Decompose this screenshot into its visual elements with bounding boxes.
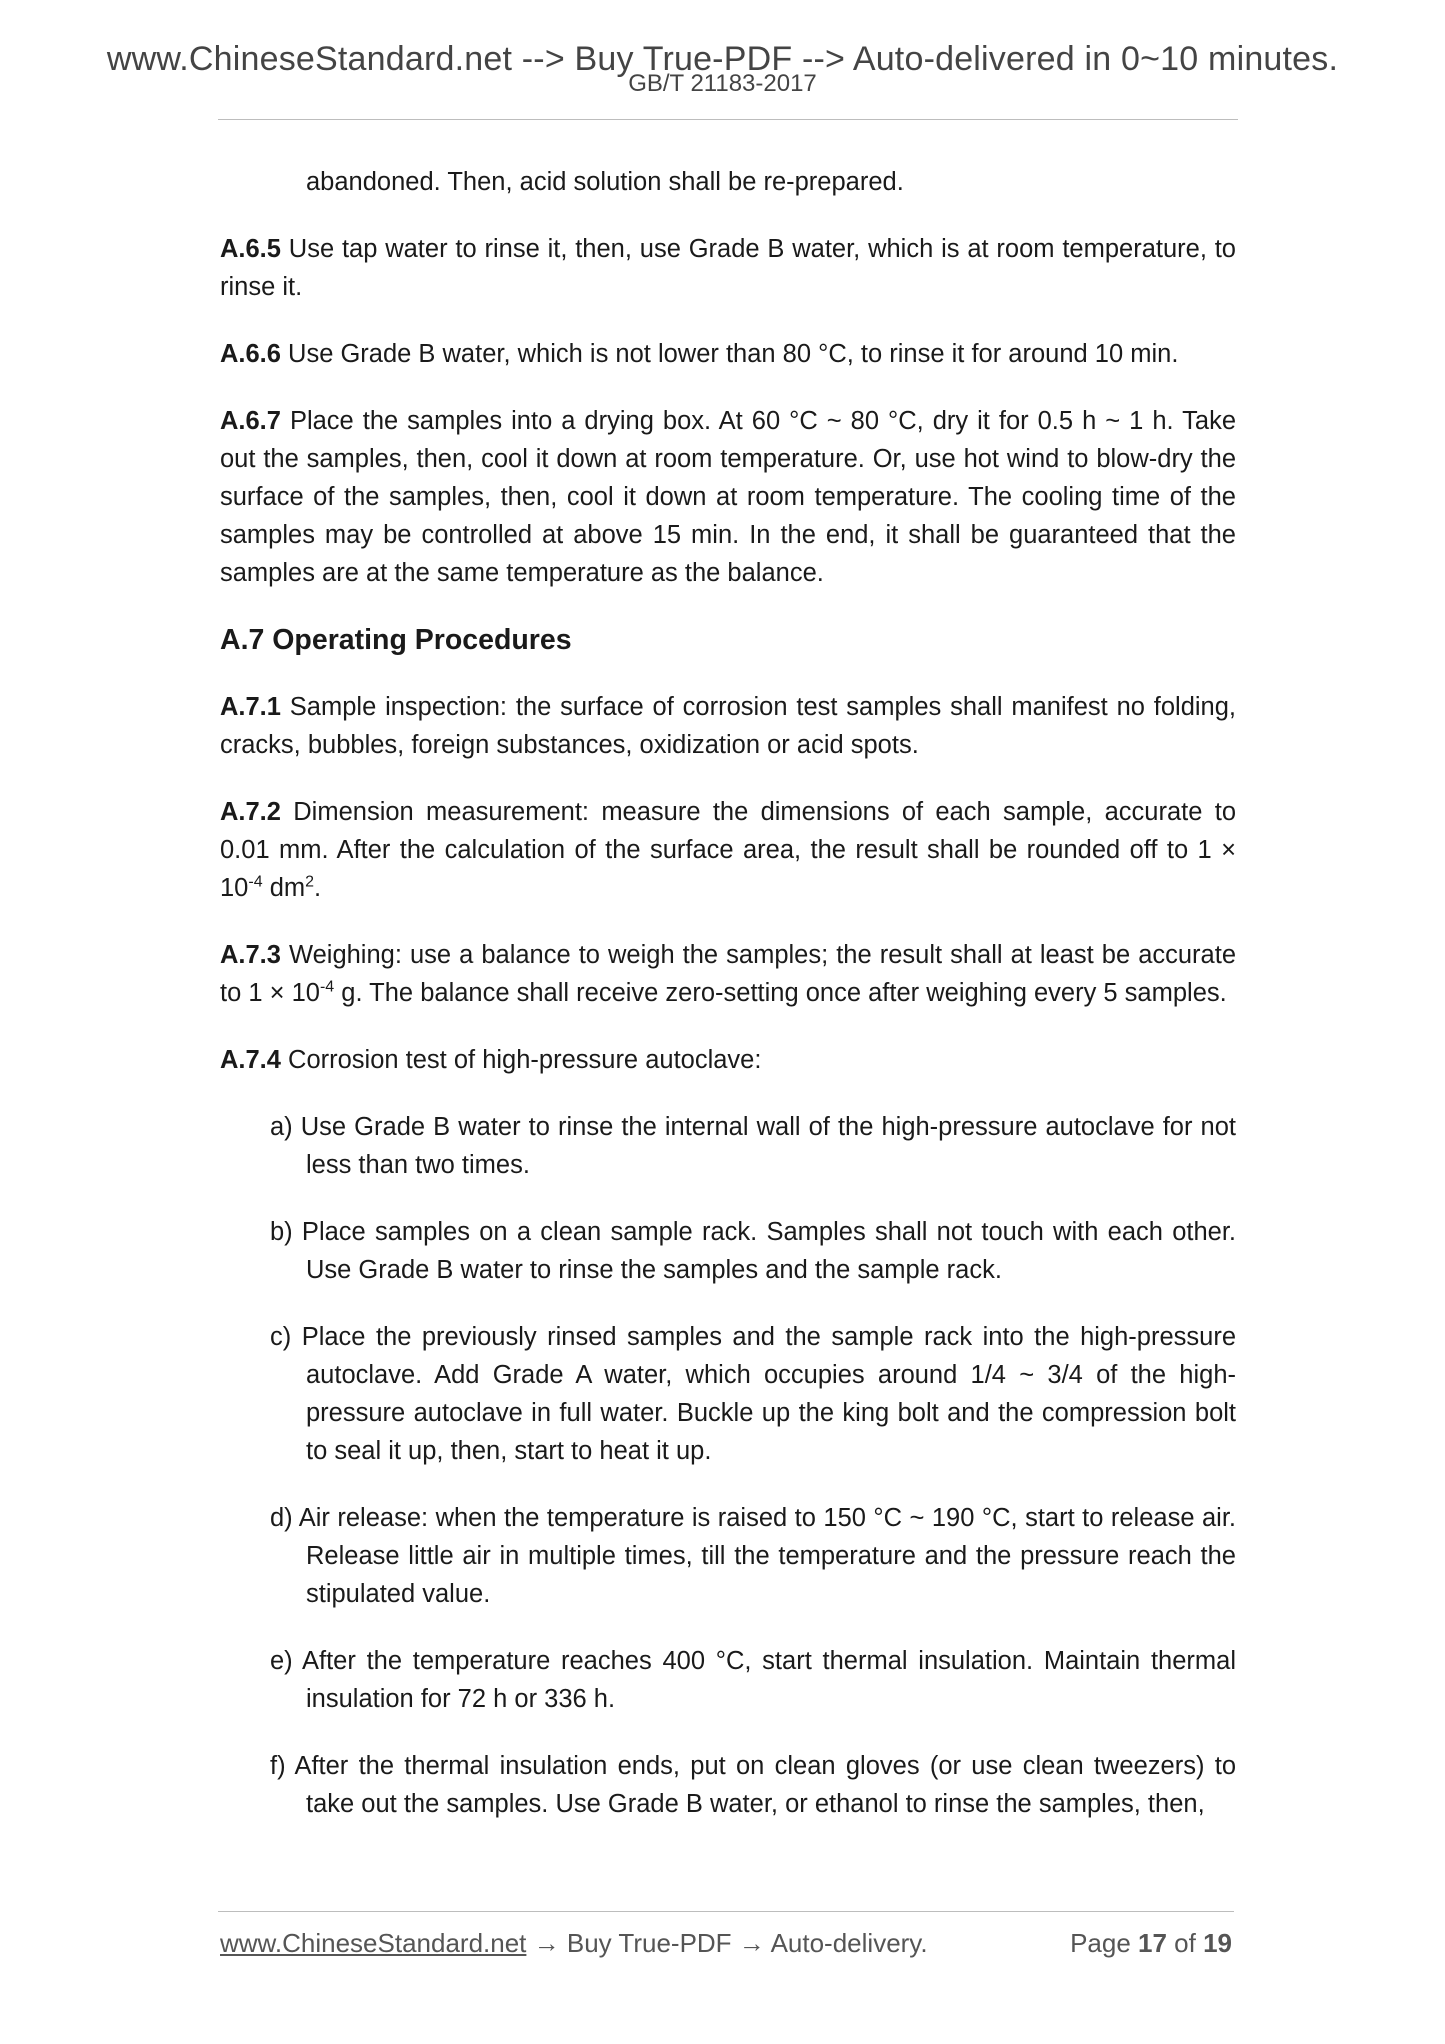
footer-tagline: → Buy True-PDF → Auto-delivery. (526, 1928, 928, 1958)
clause-text: . (314, 874, 322, 902)
clause-a-6-5 (220, 230, 1236, 306)
page-number (1070, 1928, 1232, 1959)
clause-text: dm (262, 874, 306, 902)
list-item-b: b) Place samples on a clean sample rack. Samples shall not touch with each other. Use Grade B water to rinse the samples and the sample rack. (270, 1218, 1236, 1284)
clause-number: A.6.6 (220, 340, 281, 368)
clause-number: A.7.3 (220, 941, 281, 969)
clause-text: Use Grade B water, which is not lower than 80 °C, to rinse it for around 10 min. (280, 340, 1179, 368)
clause-a-7-3 (220, 936, 1236, 1012)
of-label: of (1166, 1928, 1204, 1958)
current-page: 17 (1138, 1928, 1167, 1958)
section-heading-a-7: A.7 Operating Procedures (220, 624, 572, 656)
clause-a-7-4 (220, 1041, 1236, 1079)
list-item-f: f) After the thermal insulation ends, put on clean gloves (or use clean tweezers) to take out the samples. Use Grade B water, or ethanol to rinse the samples, then, (270, 1752, 1236, 1818)
clause-text: Use tap water to rinse it, then, use Grade B water, which is at room temperature, to rinse it. (220, 235, 1236, 301)
site-link[interactable]: www.ChineseStandard.net (220, 1928, 527, 1958)
continued-paragraph: abandoned. Then, acid solution shall be re-prepared. (306, 168, 904, 196)
list-item-e: e) After the temperature reaches 400 °C, start thermal insulation. Maintain thermal insulation for 72 h or 336 h. (270, 1647, 1236, 1713)
clause-text: Corrosion test of high-pressure autoclave: (280, 1046, 762, 1074)
page-label: Page (1070, 1928, 1139, 1958)
list-item-a: a) Use Grade B water to rinse the internal wall of the high-pressure autoclave for not less than two times. (270, 1113, 1236, 1179)
clause-a-7-1 (220, 688, 1236, 764)
page-body (220, 163, 1236, 1823)
clause-text: Sample inspection: the surface of corrosion test samples shall manifest no folding, cracks, bubbles, foreign substances, oxidization or acid spots. (220, 693, 1236, 759)
clause-number: A.7.1 (220, 693, 281, 721)
clause-text: g. The balance shall receive zero-setting once after weighing every 5 samples. (334, 979, 1227, 1007)
clause-text: Dimension measurement: measure the dimensions of each sample, accurate to 0.01 mm. After the calculation of the surface area, the result shall be rounded off to 1 × 10 (220, 798, 1236, 902)
footer-divider (218, 1911, 1234, 1912)
clause-a-7-2 (220, 793, 1236, 907)
footer-promo (220, 1928, 928, 1959)
total-pages: 19 (1203, 1928, 1232, 1958)
clause-a-6-7 (220, 402, 1236, 592)
clause-text: Weighing: use a balance to weigh the samples; the result shall at least be accurate to 1 × 10 (220, 941, 1236, 1007)
exponent: -4 (319, 978, 335, 996)
clause-text: Place the samples into a drying box. At 60 °C ~ 80 °C, dry it for 0.5 h ~ 1 h. Take out the samples, then, cool it down at room temperature. Or, use hot wind to blow-dry the surface of the samples, then, cool it down at room temperature. The cooling time of the samples may be controlled at above 15 min. In the end, it shall be guaranteed that the samples are at the same temperature as the balance. (220, 407, 1236, 587)
standard-code: GB/T 21183-2017 (628, 70, 817, 97)
clause-number: A.7.4 (220, 1046, 281, 1074)
clause-number: A.6.7 (220, 407, 281, 435)
exponent: -4 (248, 873, 263, 891)
top-banner: www.ChineseStandard.net --> Buy True-PDF --> Auto-delivered in 0~10 minutes. (106, 40, 1339, 78)
clause-number: A.7.2 (220, 798, 281, 826)
exponent: 2 (305, 873, 315, 891)
clause-a-6-6 (220, 335, 1236, 373)
list-item-c: c) Place the previously rinsed samples and the sample rack into the high-pressure autoclave. Add Grade A water, which occupies around 1/4 ~ 3/4 of the high-pressure autoclave in full water. Buckle up the king bolt and the compression bolt to seal it up, then, start to heat it up. (270, 1323, 1236, 1465)
list-item-d: d) Air release: when the temperature is raised to 150 °C ~ 190 °C, start to release air. Release little air in multiple times, till the temperature and the pressure reach the stipulated value. (270, 1504, 1236, 1608)
clause-number: A.6.5 (220, 235, 281, 263)
header-divider (218, 119, 1238, 120)
